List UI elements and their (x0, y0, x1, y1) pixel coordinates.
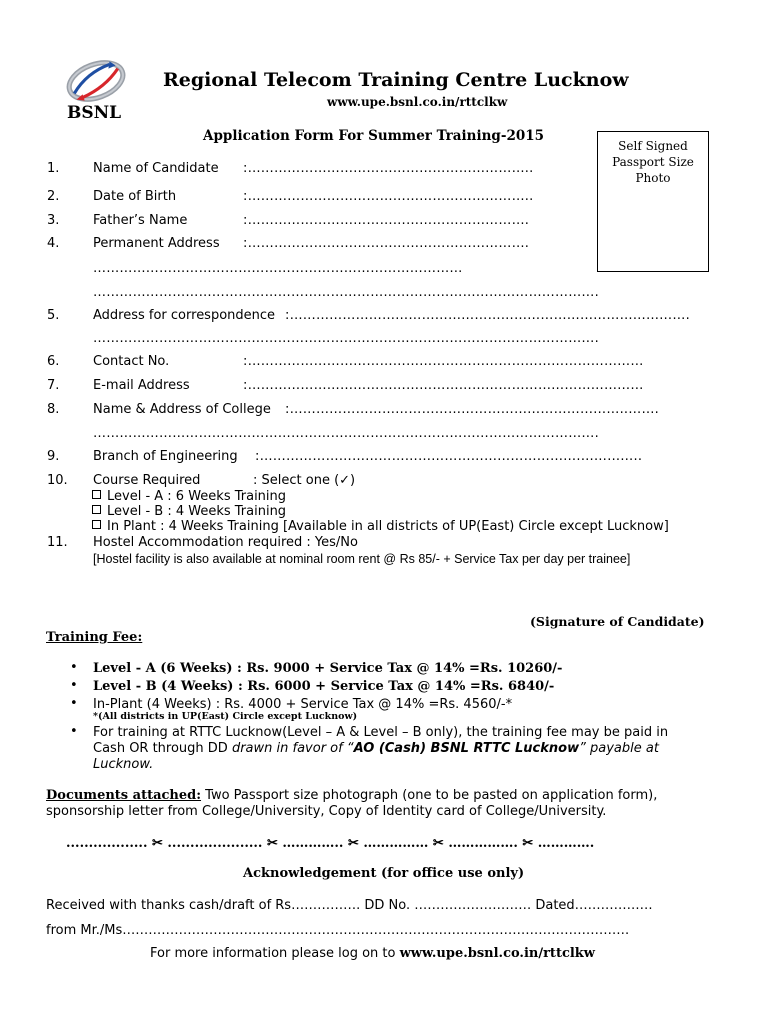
footer-text: For more information please log on to (150, 946, 400, 961)
field-blank[interactable]: :………………………………………………………………………………. (285, 308, 690, 323)
documents-line-2: sponsorship letter from College/University, Copy of Identity card of College/University. (46, 804, 607, 819)
header-url[interactable]: www.upe.bsnl.co.in/rttclkw (327, 95, 508, 109)
field-label: Name of Candidate (93, 161, 219, 176)
field-number: 9. (47, 449, 60, 464)
footer-url[interactable]: www.upe.bsnl.co.in/rttclkw (399, 946, 595, 961)
fee-in-plant: In-Plant (4 Weeks) : Rs. 4000 + Service Tax @ 14% =Rs. 4560/-* (93, 697, 513, 712)
address-line-2[interactable]: ……………………………………………………………………………………………………. (93, 285, 599, 300)
payee-name: AO (Cash) BSNL RTTC Lucknow (353, 741, 580, 756)
field-label: Permanent Address (93, 236, 220, 251)
field-number: 2. (47, 189, 60, 204)
footer-info (150, 946, 595, 961)
logo-text: BSNL (67, 103, 122, 123)
field-label: Course Required (93, 473, 201, 488)
field-number: 7. (47, 378, 60, 393)
acknowledgement-title: Acknowledgement (for office use only) (243, 866, 525, 881)
training-fee-heading: Training Fee: (46, 630, 143, 645)
field-hint: : Select one (✓) (253, 473, 356, 488)
option-label: Level - A : 6 Weeks Training (107, 489, 287, 504)
page-title: Regional Telecom Training Centre Lucknow (163, 69, 629, 91)
course-option-in-plant[interactable] (92, 519, 669, 534)
text-span: drawn in favor of (231, 741, 343, 756)
field-number: 3. (47, 213, 60, 228)
checkbox[interactable] (92, 490, 101, 499)
field-label: Branch of Engineering (93, 449, 238, 464)
rttc-fee-line-1: For training at RTTC Lucknow(Level – A & Level – B only), the training fee may be paid in (93, 725, 669, 740)
course-option-level-a[interactable] (92, 489, 286, 504)
field-label: Name & Address of College (93, 402, 271, 417)
field-number: 5. (47, 308, 60, 323)
field-number: 8. (47, 402, 60, 417)
field-blank[interactable]: :……………………………………………………….. (243, 189, 534, 204)
field-number: 6. (47, 354, 60, 369)
documents-line-1 (46, 788, 657, 803)
fee-level-a: Level - A (6 Weeks) : Rs. 9000 + Service Tax @ 14% =Rs. 10260/- (93, 661, 563, 676)
field-number: 10. (47, 473, 68, 488)
bullet-icon: • (70, 678, 78, 693)
field-label: Father’s Name (93, 213, 188, 228)
course-option-level-b[interactable] (92, 504, 286, 519)
cut-line: .................. ✂ ..................... ✂ ………….. ✂ …………… ✂ ……………. ✂ …………. (66, 836, 595, 851)
documents-heading: Documents attached: (46, 788, 202, 803)
photo-box (597, 131, 709, 272)
field-number: 11. (47, 535, 68, 550)
option-label: Level - B : 4 Weeks Training (107, 504, 287, 519)
field-label: Address for correspondence (93, 308, 276, 323)
text-span: “ (342, 741, 354, 756)
photo-box-line: Photo (635, 171, 671, 185)
bullet-icon: • (70, 724, 78, 739)
field-blank[interactable]: :……………………………………………………….. (243, 161, 534, 176)
hostel-note: [Hostel facility is also available at nominal room rent @ Rs 85/- + Service Tax per day per trainee] (93, 552, 631, 566)
photo-box-line: Passport Size (612, 155, 694, 169)
option-label: In Plant : 4 Weeks Training [Available in all districts of UP(East) Circle except Lucknow] (107, 519, 669, 534)
rttc-fee-line-2 (93, 741, 659, 756)
field-blank[interactable]: :………………………………………………………. (243, 236, 530, 251)
college-line-2[interactable]: ……………………………………………………………………………………………………. (93, 426, 599, 441)
form-title: Application Form For Summer Training-2015 (203, 128, 545, 144)
text-span: ” payable at (579, 741, 659, 756)
bullet-icon: • (70, 696, 78, 711)
acknowledgement-line-2[interactable]: from Mr./Ms……………………………………………………………………………………………………… (46, 923, 630, 938)
signature-label: (Signature of Candidate) (530, 614, 705, 629)
photo-box-line: Self Signed (618, 139, 688, 153)
field-blank[interactable]: :…………………………………………………………………..……. (285, 402, 659, 417)
field-blank[interactable]: :……………………………………………………………….………….. (255, 449, 643, 464)
text-span: Cash OR through DD (93, 741, 232, 756)
field-blank[interactable]: :……………………………………………………………………………… (243, 378, 644, 393)
field-number: 4. (47, 236, 60, 251)
field-label: Hostel Accommodation required : Yes/No (93, 535, 358, 550)
checkbox[interactable] (92, 520, 101, 529)
correspondence-line-2[interactable]: ……………………………………………………………………………………………………. (93, 331, 599, 346)
address-line-1[interactable]: ………………………………………………………………………… (93, 261, 463, 276)
acknowledgement-line-1[interactable]: Received with thanks cash/draft of Rs……………. DD No. ……………………… Dated……………… (46, 898, 653, 913)
field-label: Date of Birth (93, 189, 177, 204)
field-label: E-mail Address (93, 378, 190, 393)
bsnl-logo-icon (64, 58, 126, 104)
rttc-fee-line-3: Lucknow. (93, 757, 154, 772)
field-label: Contact No. (93, 354, 170, 369)
fee-level-b: Level - B (4 Weeks) : Rs. 6000 + Service Tax @ 14% =Rs. 6840/- (93, 679, 555, 694)
bullet-icon: • (70, 660, 78, 675)
checkbox[interactable] (92, 505, 101, 514)
text-span: Two Passport size photograph (one to be pasted on application form), (201, 788, 658, 803)
field-number: 1. (47, 161, 60, 176)
field-blank[interactable]: :………………………………………………………. (243, 213, 530, 228)
in-plant-note: *(All districts in UP(East) Circle except Lucknow) (93, 711, 358, 722)
field-blank[interactable]: :……………………………………………………………………………… (243, 354, 644, 369)
